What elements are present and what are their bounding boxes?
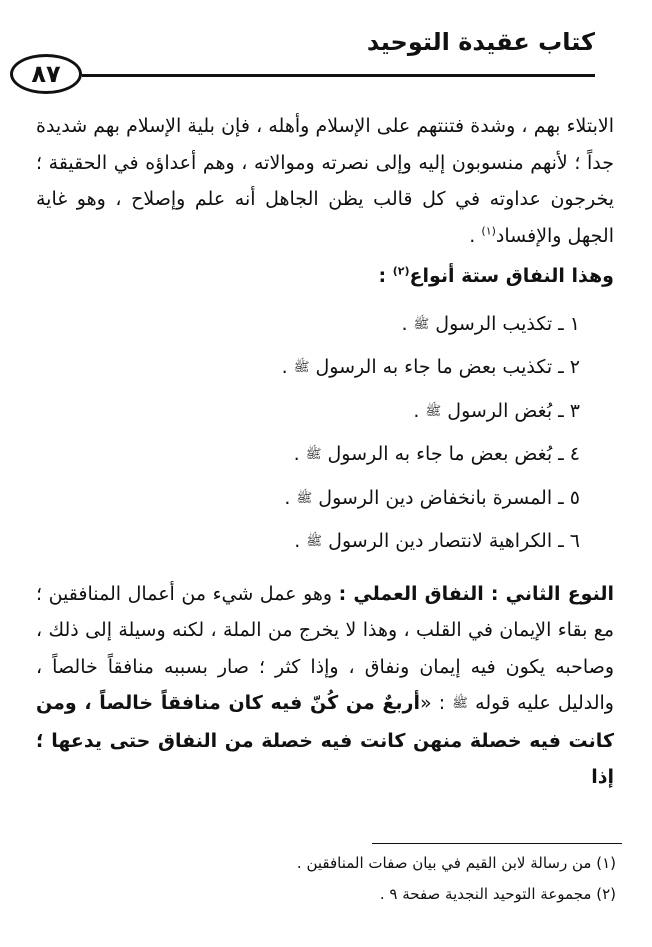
list-item xyxy=(36,477,580,521)
types-heading-colon: : xyxy=(378,265,387,287)
section-title: النوع الثاني : النفاق العملي : xyxy=(338,582,614,605)
list-item xyxy=(36,390,580,434)
header-rule xyxy=(82,74,595,77)
intro-text: الابتلاء بهم ، وشدة فتنتهم على الإسلام وأهله ، فإن بلية الإسلام بهم شديدة جداً ؛ لأنهم منسوبون إليه وإلى نصرته وموالاته ، وهم أعداؤه في الحقيقة ؛ يخرجون عداوته في كل قالب يظن الجاهل أنه علم وإصلاح ، وهو غاية الجهل والإفساد xyxy=(36,115,614,247)
footnote-2 xyxy=(36,879,616,910)
list-item xyxy=(36,433,580,477)
list-item-text: ٤ ـ بُغض بعض ما جاء به الرسول xyxy=(327,443,580,465)
footnote-separator xyxy=(372,843,622,844)
salutation-glyph: ﷺ xyxy=(306,534,323,549)
nifaq-types-list xyxy=(36,303,614,564)
footnotes xyxy=(36,848,616,910)
salutation-glyph: ﷺ xyxy=(452,696,469,711)
salutation-glyph: ﷺ xyxy=(296,490,313,506)
footnote-text: من رسالة لابن القيم في بيان صفات المنافقين . xyxy=(296,854,592,872)
section-practical-nifaq xyxy=(36,576,614,796)
list-item-end: . xyxy=(413,399,420,422)
list-item xyxy=(36,303,580,347)
page-number: ٨٧ xyxy=(31,60,61,88)
footnote-marker: (١) xyxy=(596,854,616,872)
salutation-glyph: ﷺ xyxy=(293,360,310,375)
list-item xyxy=(36,346,580,390)
page-number-badge xyxy=(10,54,82,94)
types-heading-text: وهذا النفاق ستة أنواع xyxy=(409,265,614,287)
footnote-ref-1: (١) xyxy=(481,224,496,238)
list-item-end: . xyxy=(284,486,291,509)
footnote-1 xyxy=(36,848,616,879)
list-item-end: . xyxy=(294,530,301,552)
salutation-glyph: ﷺ xyxy=(425,403,442,419)
intro-paragraph: الابتلاء بهم ، وشدة فتنتهم على الإسلام وأهله ، فإن بلية الإسلام بهم شديدة جداً ؛ لأنهم منسوبون إليه وإلى نصرته وموالاته ، وهم أعداؤه في الحقيقة ؛ يخرجون عداوته في كل قالب يظن الجاهل أنه علم وإصلاح ، وهو غاية الجهل والإفساد$^{(١)}$ . xyxy=(36,115,614,247)
list-item-text: ٣ ـ بُغض الرسول xyxy=(447,399,580,422)
quote-open: : « xyxy=(419,692,446,714)
salutation-glyph: ﷺ xyxy=(305,447,322,462)
footnote-ref-2: (٢) xyxy=(392,264,410,278)
running-title: كتاب عقيدة التوحيد xyxy=(366,28,595,56)
page-header xyxy=(10,22,595,88)
list-item-end: . xyxy=(293,443,300,465)
footnote-marker: (٢) xyxy=(596,885,616,903)
list-item-end: . xyxy=(401,312,408,335)
list-item-text: ١ ـ تكذيب الرسول xyxy=(435,312,580,335)
salutation-glyph: ﷺ xyxy=(413,316,430,332)
page-body xyxy=(36,108,614,796)
footnote-text: مجموعة التوحيد النجدية صفحة ٩ . xyxy=(379,885,592,903)
types-heading xyxy=(36,258,614,295)
list-item-text: ٥ ـ المسرة بانخفاض دين الرسول xyxy=(318,486,580,509)
hadith-quote: أربعٌ من كُنّ فيه كان منافقاً خالصاً ، ومن كانت فيه خصلة منهن كانت فيه خصلة من النفاق حتى يدعها ؛ إذا xyxy=(36,692,614,788)
list-item-text: ٢ ـ تكذيب بعض ما جاء به الرسول xyxy=(315,356,580,378)
list-item xyxy=(36,520,580,564)
list-item-text: ٦ ـ الكراهية لانتصار دين الرسول xyxy=(328,530,580,552)
section-text: وهو عمل شيء من أعمال المنافقين ؛ مع بقاء الإيمان في القلب ، وهذا لا يخرج من الملة ، لكنه وسيلة إلى ذلك ، وصاحبه يكون فيه إيمان ونفاق ، وإذا كثر ؛ صار بسببه منافقاً خالصاً ، والدليل عليه قوله xyxy=(36,582,614,714)
list-item-end: . xyxy=(281,356,288,378)
